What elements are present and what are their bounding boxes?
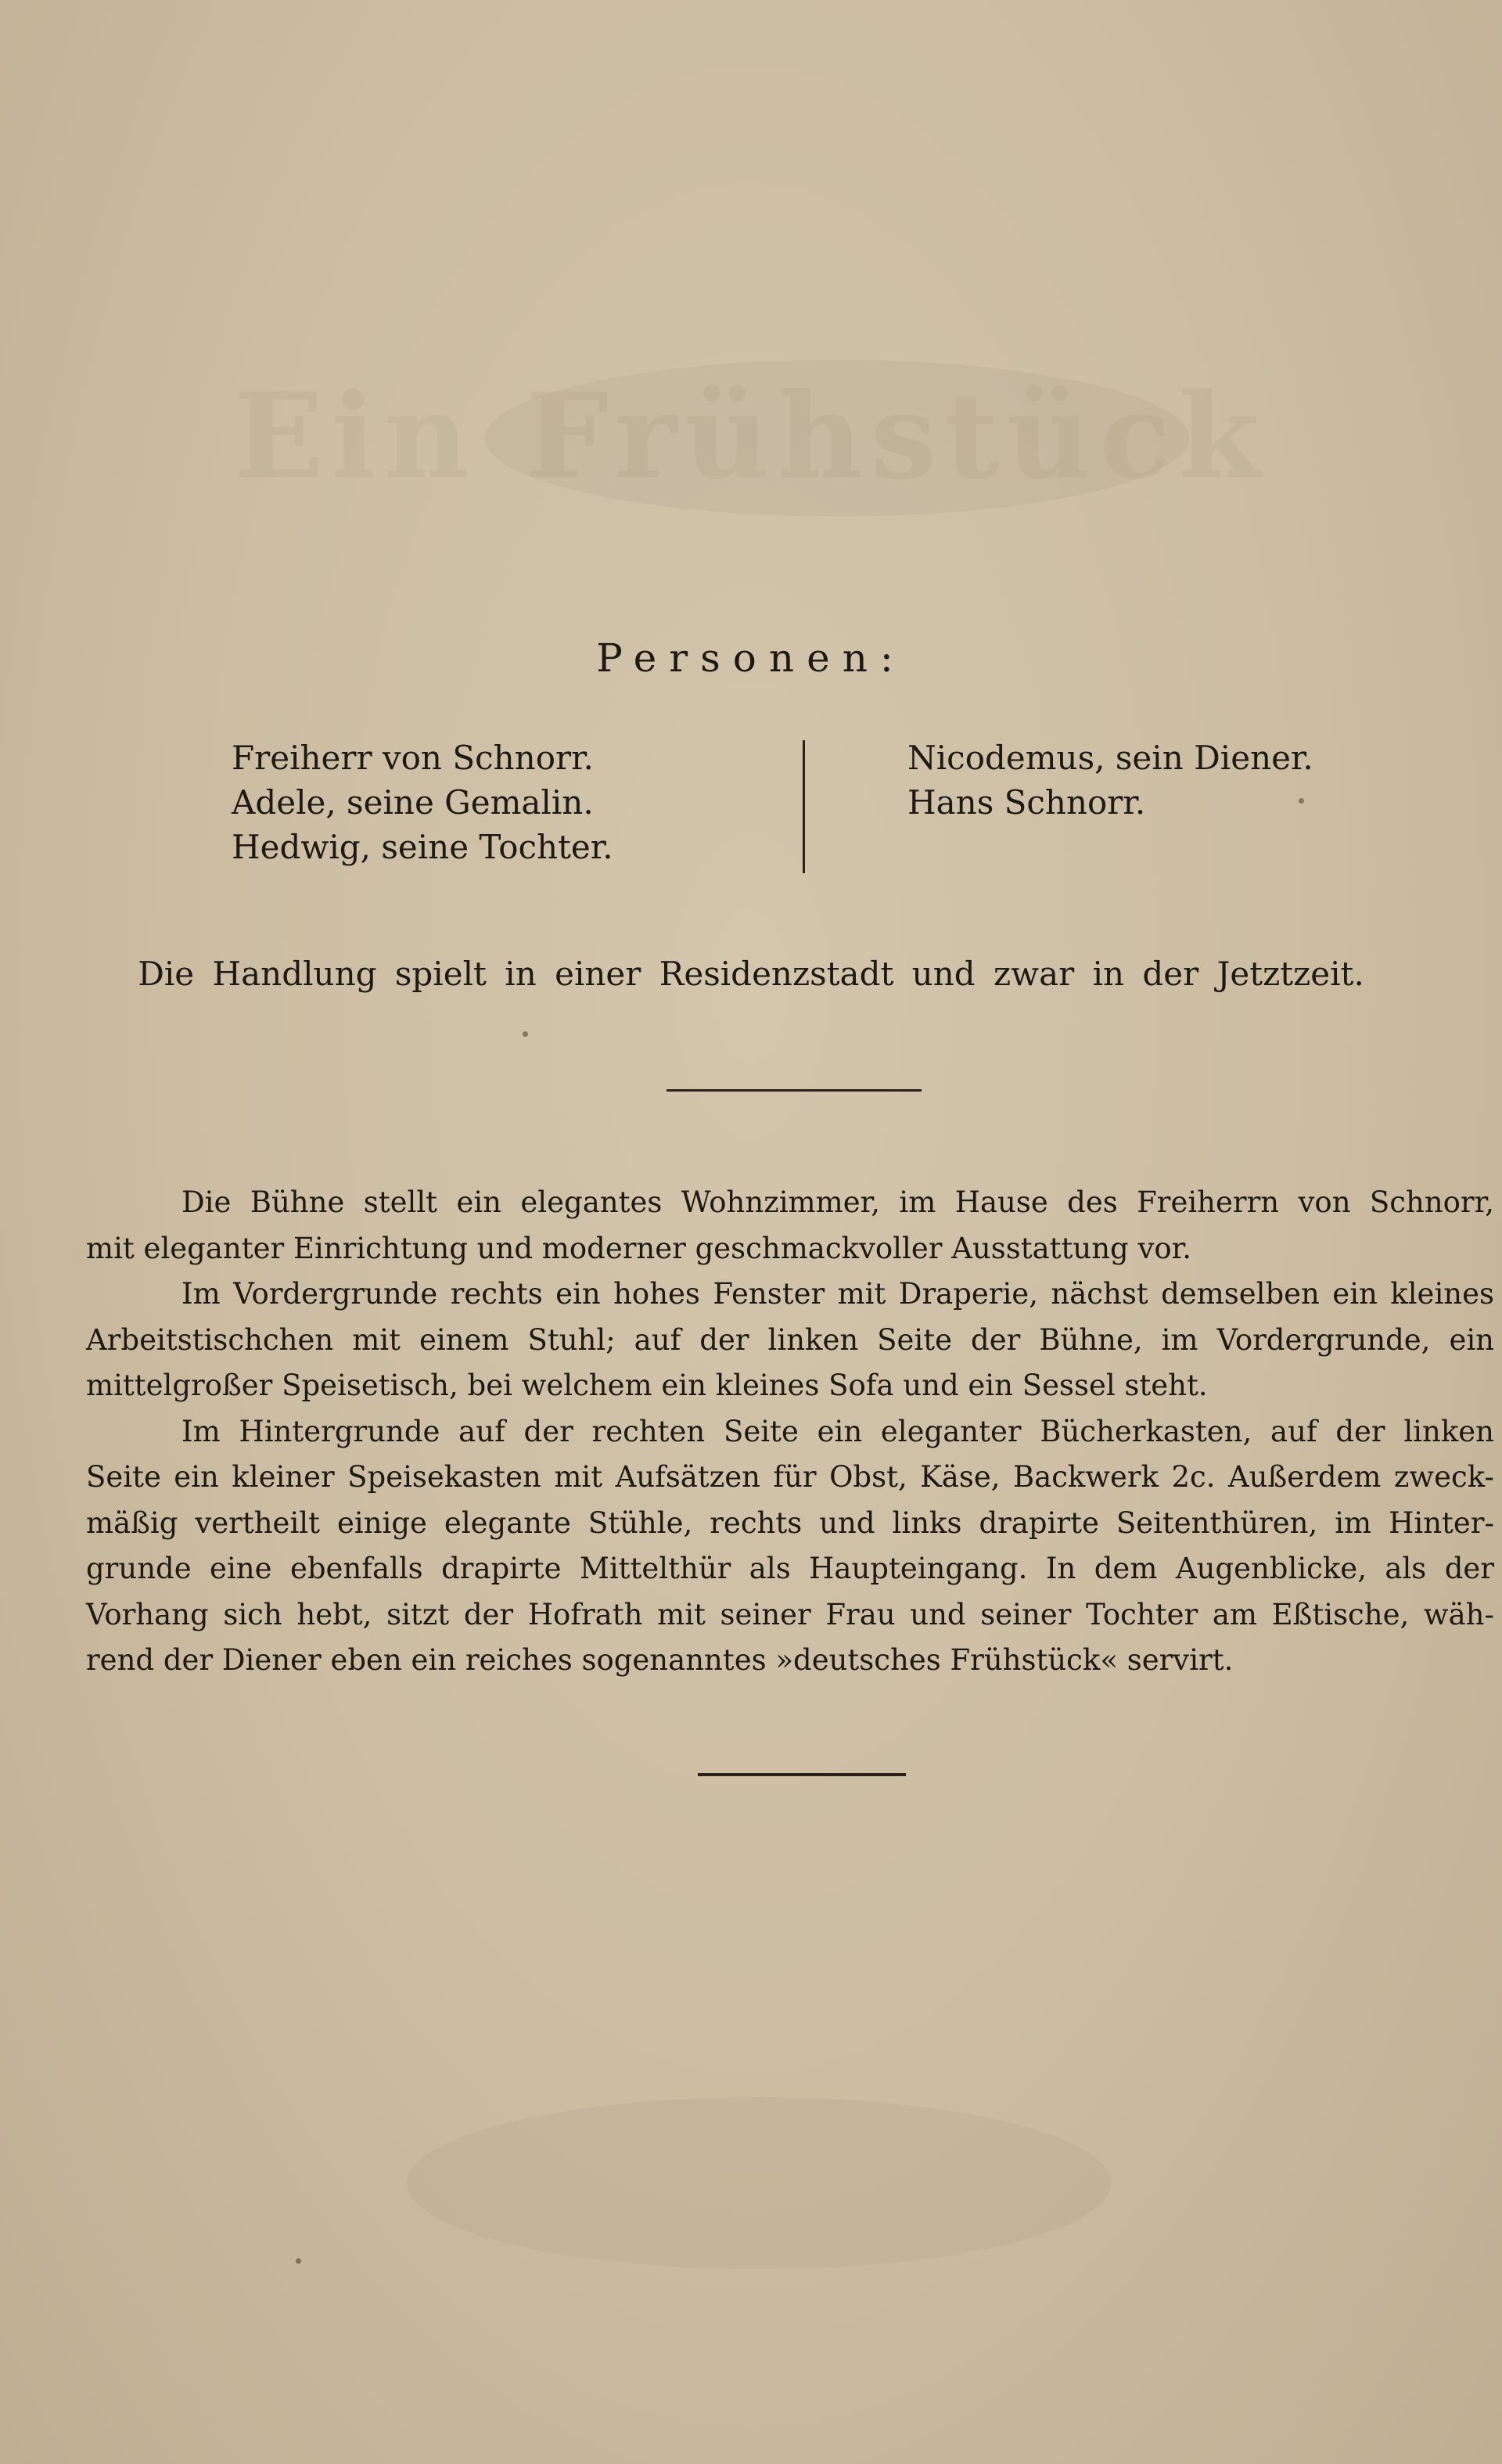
cast-heading: Personen: (596, 635, 906, 681)
horizontal-rule (698, 1773, 906, 1776)
paper-speck (296, 2258, 301, 2264)
cast-entry: Nicodemus, sein Diener. (907, 739, 1313, 777)
cast-entry: Adele, seine Gemalin. (232, 783, 594, 822)
stage-line: mit eleganter Einrichtung und moderner geschmackvoller Ausstattung vor. (86, 1231, 1192, 1265)
stage-line: Seite ein kleiner Speisekasten mit Aufsätzen für Obst, Käse, Backwerk 2c. Außerdem zweck- (86, 1460, 1494, 1494)
cast-column-left (232, 736, 779, 869)
stage-line: Vorhang sich hebt, sitzt der Hofrath mit seiner Frau und seiner Tochter am Eßtische, wäh- (86, 1597, 1494, 1631)
show-through-title: Ein Frühstück (234, 368, 1268, 505)
paper-stain (407, 2097, 1111, 2269)
paper-speck (523, 1031, 528, 1037)
stage-line: mittelgroßer Speisetisch, bei welchem ein kleines Sofa und ein Sessel steht. (86, 1369, 1208, 1402)
cast-list (0, 736, 1502, 892)
cast-column-right (907, 736, 1392, 825)
cast-divider (803, 740, 805, 873)
cast-entry: Hans Schnorr. (907, 783, 1146, 822)
setting-line: Die Handlung spielt in einer Residenzstadt und zwar in der Jetztzeit. (138, 955, 1364, 993)
horizontal-rule (667, 1089, 922, 1092)
cast-entry: Hedwig, seine Tochter. (232, 828, 613, 866)
stage-line: Arbeitstischchen mit einem Stuhl; auf der linken Seite der Bühne, im Vordergrunde, ein (86, 1322, 1494, 1357)
stage-line: Im Hintergrunde auf der rechten Seite ein eleganter Bücherkasten, auf der linken (181, 1414, 1494, 1448)
stage-line: Die Bühne stellt ein elegantes Wohnzimmer, im Hause des Freiherrn von Schnorr, (181, 1185, 1494, 1219)
cast-entry: Freiherr von Schnorr. (232, 739, 594, 777)
stage-line: Im Vordergrunde rechts ein hohes Fenster mit Draperie, nächst demselben ein kleines (181, 1277, 1494, 1311)
stage-line: rend der Diener eben ein reiches sogenanntes »deutsches Frühstück« servirt. (86, 1643, 1234, 1677)
stage-directions (86, 1180, 1494, 1684)
stage-line: grunde eine ebenfalls drapirte Mittelthür als Haupteingang. In dem Augenblicke, als der (86, 1552, 1494, 1585)
stage-line: mäßig vertheilt einige elegante Stühle, rechts und links drapirte Seitenthüren, im Hinter- (86, 1505, 1494, 1540)
